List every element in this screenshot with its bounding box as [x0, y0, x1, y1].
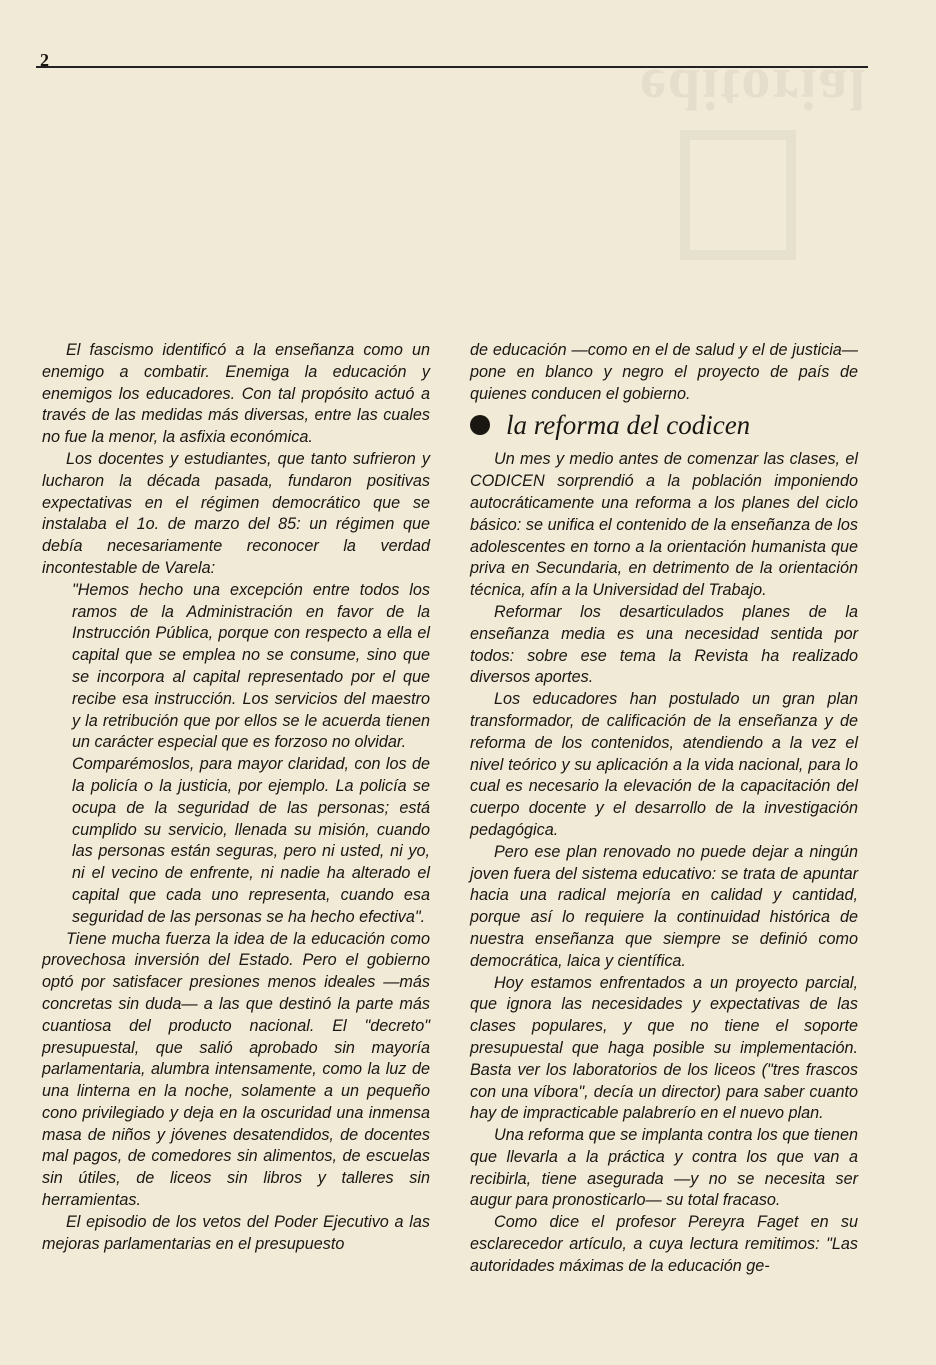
right-column [470, 340, 858, 1278]
quote: Comparémoslos, para mayor claridad, con los de la policía o la justicia, por ejemplo. La policía se ocupa de la seguridad de las personas; está cumplido su servicio, llenada su misión, cuando las personas están seguras, pero ni usted, ni yo, ni el vecino de enfrente, ni nadie ha alterado el capital que cada uno representa, cuando esa seguridad de las personas se ha hecho efectiva". [72, 755, 430, 926]
paragraph: Hoy estamos enfrentados a un proyecto parcial, que ignora las necesidades y expectativas de las clases populares, y que no tiene el soporte presupuestal que haga posible su implementación. Basta ver los laboratorios de los liceos ("tres frascos con una víbora", decía un director) para saber cuanto hay de impracticable palabrerío en el nuevo plan. [470, 973, 858, 1123]
show-through-title: editorial [640, 57, 868, 122]
section-heading [470, 409, 858, 441]
page-number: 2 [40, 50, 49, 70]
paragraph: Los educadores han postulado un gran plan transformador, de calificación de la enseñanza y de reforma de los contenidos, atendiendo a la vez el nivel teórico y su aplicación a la vida nacional, para lo cual es necesario la elevación de la capacitación del cuerpo docente y el desarrollo de la investigación pedagógica. [470, 690, 858, 839]
left-column [42, 340, 430, 1255]
paragraph: Pero ese plan renovado no puede dejar a ningún joven fuera del sistema educativo: se trata de apuntar hacia una radical mejoría en calidad y cantidad, porque así lo requiere la continuidad histórica de nuestra enseñanza que siempre se definió como democrática, laica y científica. [470, 842, 858, 970]
paragraph: de educación —como en el de salud y el de justicia— pone en blanco y negro el proyecto de país de quienes conducen el gobierno. [470, 341, 858, 403]
paragraph: Los docentes y estudiantes, que tanto sufrieron y lucharon la década pasada, fundaron positivas expectativas en el régimen democrático que se instalaba el 1o. de marzo del 85: un régimen que debía necesariamente reconocer la verdad incontestable de Varela: [42, 449, 430, 577]
paragraph: Reformar los desarticulados planes de la enseñanza media es una necesidad sentida por todos: sobre ese tema la Revista ha realizado diversos aportes. [470, 602, 858, 687]
quote: "Hemos hecho una excepción entre todos los ramos de la Administración en favor de la Instrucción Pública, porque con respecto a ella el capital que se emplea no se consume, sino que se incorpora al capital representado por el que recibe esa instrucción. Los servicios del maestro y la retribución que por ellos se le acuerda tienen un carácter especial que es forzoso no olvidar. [72, 580, 430, 752]
paragraph: El episodio de los vetos del Poder Ejecutivo a las mejoras parlamentarias en el presupuesto [42, 1212, 430, 1253]
bullet-icon [470, 415, 490, 435]
paragraph: Una reforma que se implanta contra los que tienen que llevarla a la práctica y contra los que van a recibirla, tiene asegurada —y no se necesita ser augur para pronosticarlo— su total fracaso. [470, 1126, 858, 1210]
show-through-logo [680, 130, 796, 260]
paragraph: Tiene mucha fuerza la idea de la educación como provechosa inversión del Estado. Pero el gobierno optó por satisfacer presiones menos ideales —más concretas sin duda— a las que destinó la parte más cuantiosa del producto nacional. El "decreto" presupuestal, que salió aprobado sin mayoría parlamentaria, alumbra intensamente, como la luz de una linterna en la noche, solamente a un pequeño cono privilegiado y deja en la oscuridad una inmensa masa de niños y jóvenes desatendidos, de docentes mal pagos, de comedores sin alimentos, de escuelas sin útiles, de liceos sin libros y talleres sin herramientas. [42, 929, 430, 1210]
paragraph: El fascismo identificó a la enseñanza como un enemigo a combatir. Enemiga la educación y enemigos los educadores. Con tal propósito actuó a través de las medidas más diversas, entre las cuales no fue la menor, la asfixia económica. [42, 341, 430, 447]
paragraph: Como dice el profesor Pereyra Faget en su esclarecedor artículo, a cuya lectura remitimos: "Las autoridades máximas de la educación ge- [470, 1213, 858, 1275]
paragraph: Un mes y medio antes de comenzar las clases, el CODICEN sorprendió a la población imponiendo autocráticamente una reforma a los planes del ciclo básico: se unifica el contenido de la enseñanza de los adolescentes en torno a la orientación humanista que priva en Secundaria, en detrimento de la orientación técnica, afín a la Universidad del Trabajo. [470, 450, 858, 600]
section-heading-text: la reforma del codicen [506, 410, 751, 441]
